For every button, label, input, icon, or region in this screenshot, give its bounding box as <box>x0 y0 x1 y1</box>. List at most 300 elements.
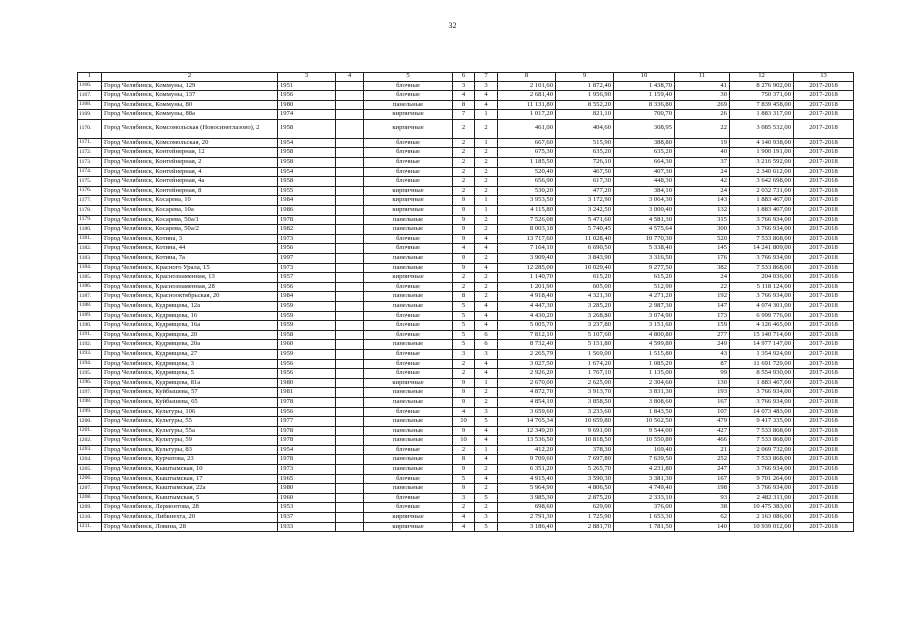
cell-floors: 2 <box>453 282 475 292</box>
cell-wall-material: панельные <box>364 215 453 225</box>
cell-residents: 249 <box>675 340 730 350</box>
cell-entrances: 4 <box>475 474 498 484</box>
table-row <box>78 167 854 177</box>
cell-living-area: 1 767,10 <box>556 369 614 379</box>
cell-wall-material: панельные <box>364 426 453 436</box>
cell-cost: 7 533 868,00 <box>730 436 794 446</box>
cell-entrances: 1 <box>475 138 498 148</box>
cell-residential-area: 1 781,50 <box>614 522 675 532</box>
cell-cost: 10 475 383,00 <box>730 503 794 513</box>
cell-period: 2017-2018 <box>794 426 854 436</box>
cell-residential-area: 2 333,10 <box>614 493 675 503</box>
cell-row-number: 1207. <box>78 484 102 494</box>
cell-entrances: 3 <box>475 81 498 91</box>
header-cell: 10 <box>614 73 675 82</box>
cell-living-area: 8 552,20 <box>556 100 614 110</box>
cell-total-area: 3 186,40 <box>498 522 556 532</box>
cell-year-built: 1959 <box>278 349 336 359</box>
cell-living-area: 3 843,90 <box>556 254 614 264</box>
cell-living-area: 6 690,50 <box>556 244 614 254</box>
cell-row-number: 1173. <box>78 158 102 168</box>
cell-floors: 2 <box>453 119 475 138</box>
cell-col-4 <box>336 340 364 350</box>
cell-address: Город Челябинск, Культуры, 59 <box>102 436 278 446</box>
cell-row-number: 1210. <box>78 513 102 523</box>
cell-residents: 99 <box>675 369 730 379</box>
cell-entrances: 4 <box>475 234 498 244</box>
table-row <box>78 81 854 91</box>
cell-residents: 26 <box>675 110 730 120</box>
cell-wall-material: блочные <box>364 445 453 455</box>
cell-wall-material: кирпичные <box>364 522 453 532</box>
cell-total-area: 2 791,30 <box>498 513 556 523</box>
cell-total-area: 11 131,80 <box>498 100 556 110</box>
table-row <box>78 484 854 494</box>
cell-cost: 1 900 191,00 <box>730 148 794 158</box>
cell-row-number: 1203. <box>78 445 102 455</box>
cell-living-area: 3 233,60 <box>556 407 614 417</box>
cell-col-4 <box>336 436 364 446</box>
cell-entrances: 4 <box>475 369 498 379</box>
cell-living-area: 605,00 <box>556 282 614 292</box>
cell-residential-area: 512,90 <box>614 282 675 292</box>
cell-wall-material: кирпичные <box>364 119 453 138</box>
cell-cost: 3 766 934,00 <box>730 397 794 407</box>
cell-col-4 <box>336 407 364 417</box>
cell-living-area: 2 875,20 <box>556 493 614 503</box>
cell-cost: 3 642 698,00 <box>730 177 794 187</box>
cell-year-built: 1954 <box>278 138 336 148</box>
header-cell: 7 <box>475 73 498 82</box>
table-row <box>78 436 854 446</box>
table-row <box>78 369 854 379</box>
cell-floors: 2 <box>453 167 475 177</box>
cell-row-number: 1194. <box>78 359 102 369</box>
cell-address: Город Челябинск, Культуры, 83 <box>102 445 278 455</box>
cell-floors: 8 <box>453 455 475 465</box>
cell-col-4 <box>336 301 364 311</box>
table-row <box>78 91 854 101</box>
cell-col-4 <box>336 148 364 158</box>
cell-floors: 9 <box>453 225 475 235</box>
cell-floors: 9 <box>453 388 475 398</box>
cell-col-4 <box>336 225 364 235</box>
cell-residential-area: 4 800,80 <box>614 330 675 340</box>
cell-cost: 2 482 311,00 <box>730 493 794 503</box>
cell-residential-area: 4 581,30 <box>614 215 675 225</box>
cell-col-4 <box>336 378 364 388</box>
header-cell: 2 <box>102 73 278 82</box>
cell-total-area: 8 732,40 <box>498 340 556 350</box>
cell-address: Город Челябинск, Косарева, 50а/2 <box>102 225 278 235</box>
table-row <box>78 503 854 513</box>
table-row <box>78 397 854 407</box>
cell-entrances: 2 <box>475 273 498 283</box>
cell-total-area: 4 918,40 <box>498 292 556 302</box>
cell-period: 2017-2018 <box>794 465 854 475</box>
cell-address: Город Челябинск, Коммуны, 88а <box>102 110 278 120</box>
cell-address: Город Челябинск, Котина, 3 <box>102 234 278 244</box>
cell-address: Город Челябинск, Котина, 7а <box>102 254 278 264</box>
cell-row-number: 1169. <box>78 110 102 120</box>
cell-row-number: 1172. <box>78 148 102 158</box>
cell-living-area: 7 697,80 <box>556 455 614 465</box>
cell-period: 2017-2018 <box>794 234 854 244</box>
table-row <box>78 138 854 148</box>
cell-total-area: 7 164,10 <box>498 244 556 254</box>
cell-total-area: 5 964,90 <box>498 484 556 494</box>
cell-total-area: 4 915,40 <box>498 474 556 484</box>
cell-living-area: 5 740,45 <box>556 225 614 235</box>
cell-residential-area: 3 064,30 <box>614 196 675 206</box>
cell-total-area: 1 201,90 <box>498 282 556 292</box>
cell-period: 2017-2018 <box>794 513 854 523</box>
cell-floors: 2 <box>453 273 475 283</box>
cell-cost: 7 533 868,00 <box>730 426 794 436</box>
cell-cost: 9 701 264,00 <box>730 474 794 484</box>
table-row <box>78 196 854 206</box>
cell-residents: 173 <box>675 311 730 321</box>
cell-row-number: 1206. <box>78 474 102 484</box>
cell-residential-area: 1 085,20 <box>614 359 675 369</box>
cell-year-built: 1997 <box>278 254 336 264</box>
cell-period: 2017-2018 <box>794 273 854 283</box>
cell-floors: 8 <box>453 100 475 110</box>
cell-entrances: 6 <box>475 340 498 350</box>
cell-residents: 277 <box>675 330 730 340</box>
cell-year-built: 1959 <box>278 311 336 321</box>
cell-residential-area: 635,20 <box>614 148 675 158</box>
cell-entrances: 3 <box>475 513 498 523</box>
cell-residents: 140 <box>675 522 730 532</box>
cell-residents: 252 <box>675 455 730 465</box>
cell-entrances: 2 <box>475 119 498 138</box>
cell-total-area: 8 003,18 <box>498 225 556 235</box>
cell-entrances: 3 <box>475 407 498 417</box>
cell-wall-material: панельные <box>364 301 453 311</box>
cell-floors: 4 <box>453 91 475 101</box>
table-row <box>78 206 854 216</box>
table-row <box>78 388 854 398</box>
table-header-row <box>78 73 854 82</box>
cell-floors: 9 <box>453 397 475 407</box>
cell-living-area: 10 659,80 <box>556 417 614 427</box>
cell-row-number: 1202. <box>78 436 102 446</box>
header-cell: 6 <box>453 73 475 82</box>
cell-address: Город Челябинск, Косарева, 10 <box>102 196 278 206</box>
cell-cost: 1 883 317,00 <box>730 110 794 120</box>
cell-col-4 <box>336 445 364 455</box>
cell-period: 2017-2018 <box>794 484 854 494</box>
cell-total-area: 3 985,30 <box>498 493 556 503</box>
cell-year-built: 1954 <box>278 445 336 455</box>
cell-period: 2017-2018 <box>794 503 854 513</box>
cell-floors: 2 <box>453 445 475 455</box>
cell-floors: 3 <box>453 81 475 91</box>
cell-address: Город Челябинск, Кудрявцева, 27 <box>102 349 278 359</box>
cell-row-number: 1201. <box>78 426 102 436</box>
cell-residential-area: 3 151,60 <box>614 321 675 331</box>
cell-col-4 <box>336 177 364 187</box>
cell-address: Город Челябинск, Лермонтова, 28 <box>102 503 278 513</box>
cell-cost: 15 140 714,00 <box>730 330 794 340</box>
cell-living-area: 4 806,50 <box>556 484 614 494</box>
cell-living-area: 726,10 <box>556 158 614 168</box>
cell-floors: 2 <box>453 177 475 187</box>
cell-residential-area: 9 544,00 <box>614 426 675 436</box>
cell-year-built: 1965 <box>278 474 336 484</box>
cell-cost: 204 036,00 <box>730 273 794 283</box>
cell-total-area: 3 953,50 <box>498 196 556 206</box>
cell-year-built: 1959 <box>278 321 336 331</box>
cell-col-4 <box>336 369 364 379</box>
cell-floors: 2 <box>453 186 475 196</box>
table-row <box>78 474 854 484</box>
cell-residential-area: 8 336,80 <box>614 100 675 110</box>
cell-wall-material: панельные <box>364 225 453 235</box>
table-row <box>78 455 854 465</box>
table-row <box>78 110 854 120</box>
cell-cost: 8 276 902,00 <box>730 81 794 91</box>
cell-entrances: 5 <box>475 522 498 532</box>
cell-wall-material: блочные <box>364 407 453 417</box>
cell-residents: 147 <box>675 301 730 311</box>
cell-total-area: 2 670,00 <box>498 378 556 388</box>
cell-total-area: 13 717,60 <box>498 234 556 244</box>
cell-residents: 479 <box>675 417 730 427</box>
cell-address: Город Челябинск, Культуры, 55а <box>102 426 278 436</box>
cell-residential-area: 10 550,80 <box>614 436 675 446</box>
cell-total-area: 3 909,40 <box>498 254 556 264</box>
cell-residential-area: 3 316,50 <box>614 254 675 264</box>
cell-row-number: 1174. <box>78 167 102 177</box>
cell-row-number: 1208. <box>78 493 102 503</box>
cell-living-area: 3 172,90 <box>556 196 614 206</box>
cell-total-area: 530,20 <box>498 186 556 196</box>
cell-year-built: 1978 <box>278 436 336 446</box>
header-cell: 4 <box>336 73 364 82</box>
cell-residential-area: 3 808,60 <box>614 397 675 407</box>
cell-address: Город Челябинск, Краснооктябрьская, 20 <box>102 292 278 302</box>
header-cell: 13 <box>794 73 854 82</box>
cell-col-4 <box>336 263 364 273</box>
cell-residential-area: 3 831,30 <box>614 388 675 398</box>
cell-col-4 <box>336 513 364 523</box>
table-row <box>78 349 854 359</box>
header-cell: 1 <box>78 73 102 82</box>
cell-cost: 7 533 868,00 <box>730 234 794 244</box>
cell-year-built: 1978 <box>278 426 336 436</box>
cell-address: Город Челябинск, Культуры, 55 <box>102 417 278 427</box>
cell-living-area: 629,00 <box>556 503 614 513</box>
cell-row-number: 1182. <box>78 244 102 254</box>
cell-col-4 <box>336 254 364 264</box>
header-cell: 8 <box>498 73 556 82</box>
cell-row-number: 1195. <box>78 369 102 379</box>
cell-residential-area: 1 135,00 <box>614 369 675 379</box>
cell-cost: 14 073 483,00 <box>730 407 794 417</box>
cell-wall-material: панельные <box>364 397 453 407</box>
cell-row-number: 1205. <box>78 465 102 475</box>
cell-floors: 7 <box>453 110 475 120</box>
cell-floors: 9 <box>453 484 475 494</box>
table-row <box>78 311 854 321</box>
cell-col-4 <box>336 186 364 196</box>
cell-year-built: 1953 <box>278 503 336 513</box>
table-row <box>78 148 854 158</box>
cell-year-built: 1977 <box>278 417 336 427</box>
table-row <box>78 215 854 225</box>
header-cell: 12 <box>730 73 794 82</box>
cell-living-area: 3 913,70 <box>556 388 614 398</box>
cell-living-area: 10 818,50 <box>556 436 614 446</box>
cell-year-built: 1956 <box>278 282 336 292</box>
cell-living-area: 3 285,20 <box>556 301 614 311</box>
cell-row-number: 1188. <box>78 301 102 311</box>
cell-entrances: 2 <box>475 292 498 302</box>
cell-floors: 2 <box>453 148 475 158</box>
cell-period: 2017-2018 <box>794 282 854 292</box>
cell-living-area: 2 625,00 <box>556 378 614 388</box>
cell-floors: 5 <box>453 301 475 311</box>
cell-col-4 <box>336 397 364 407</box>
cell-address: Город Челябинск, Контейнерная, 12 <box>102 148 278 158</box>
table-row <box>78 513 854 523</box>
cell-total-area: 698,60 <box>498 503 556 513</box>
cell-wall-material: панельные <box>364 254 453 264</box>
cell-col-4 <box>336 234 364 244</box>
cell-floors: 5 <box>453 330 475 340</box>
cell-residential-area: 388,80 <box>614 138 675 148</box>
cell-col-4 <box>336 167 364 177</box>
cell-entrances: 2 <box>475 282 498 292</box>
cell-floors: 2 <box>453 369 475 379</box>
cell-row-number: 1209. <box>78 503 102 513</box>
cell-wall-material: блочные <box>364 330 453 340</box>
cell-cost: 9 417 335,00 <box>730 417 794 427</box>
cell-year-built: 1980 <box>278 378 336 388</box>
cell-wall-material: кирпичные <box>364 273 453 283</box>
cell-floors: 4 <box>453 407 475 417</box>
cell-year-built: 1954 <box>278 167 336 177</box>
cell-total-area: 2 101,60 <box>498 81 556 91</box>
cell-cost: 4 140 938,00 <box>730 138 794 148</box>
cell-row-number: 1176. <box>78 186 102 196</box>
cell-row-number: 1204. <box>78 455 102 465</box>
cell-entrances: 2 <box>475 215 498 225</box>
cell-living-area: 4 321,30 <box>556 292 614 302</box>
cell-wall-material: блочные <box>364 91 453 101</box>
cell-wall-material: панельные <box>364 340 453 350</box>
table-row <box>78 340 854 350</box>
cell-row-number: 1200. <box>78 417 102 427</box>
cell-wall-material: блочные <box>364 158 453 168</box>
cell-cost: 1 883 467,00 <box>730 206 794 216</box>
cell-residents: 62 <box>675 513 730 523</box>
cell-year-built: 1933 <box>278 522 336 532</box>
cell-period: 2017-2018 <box>794 225 854 235</box>
cell-cost: 11 691 729,00 <box>730 359 794 369</box>
cell-residents: 520 <box>675 234 730 244</box>
cell-year-built: 1974 <box>278 110 336 120</box>
cell-entrances: 4 <box>475 263 498 273</box>
cell-period: 2017-2018 <box>794 206 854 216</box>
cell-year-built: 1956 <box>278 91 336 101</box>
cell-residential-area: 2 987,30 <box>614 301 675 311</box>
cell-row-number: 1167. <box>78 91 102 101</box>
cell-living-area: 2 881,70 <box>556 522 614 532</box>
cell-total-area: 6 351,20 <box>498 465 556 475</box>
cell-row-number: 1197. <box>78 388 102 398</box>
cell-wall-material: блочные <box>364 311 453 321</box>
cell-floors: 10 <box>453 436 475 446</box>
cell-col-4 <box>336 417 364 427</box>
cell-year-built: 1958 <box>278 158 336 168</box>
cell-row-number: 1198. <box>78 397 102 407</box>
table-row <box>78 282 854 292</box>
cell-residential-area: 1 438,70 <box>614 81 675 91</box>
cell-row-number: 1185. <box>78 273 102 283</box>
cell-wall-material: панельные <box>364 388 453 398</box>
cell-year-built: 1957 <box>278 273 336 283</box>
cell-total-area: 4 430,20 <box>498 311 556 321</box>
cell-period: 2017-2018 <box>794 474 854 484</box>
cell-address: Город Челябинск, Коммуны, 129 <box>102 81 278 91</box>
cell-row-number: 1184. <box>78 263 102 273</box>
cell-wall-material: панельные <box>364 263 453 273</box>
cell-row-number: 1168. <box>78 100 102 110</box>
cell-wall-material: блочные <box>364 81 453 91</box>
cell-col-4 <box>336 349 364 359</box>
cell-cost: 3 766 934,00 <box>730 465 794 475</box>
cell-cost: 3 766 934,00 <box>730 484 794 494</box>
cell-floors: 9 <box>453 378 475 388</box>
cell-floors: 2 <box>453 503 475 513</box>
cell-cost: 1 883 467,00 <box>730 378 794 388</box>
cell-living-area: 615,20 <box>556 273 614 283</box>
cell-cost: 2 069 732,00 <box>730 445 794 455</box>
cell-total-area: 5 005,70 <box>498 321 556 331</box>
cell-period: 2017-2018 <box>794 138 854 148</box>
cell-total-area: 4 872,70 <box>498 388 556 398</box>
table-row <box>78 330 854 340</box>
cell-residents: 382 <box>675 263 730 273</box>
cell-total-area: 7 526,08 <box>498 215 556 225</box>
cell-residents: 37 <box>675 158 730 168</box>
table-row <box>78 301 854 311</box>
cell-residential-area: 1 159,40 <box>614 91 675 101</box>
cell-residential-area: 700,70 <box>614 110 675 120</box>
cell-cost: 3 766 934,00 <box>730 254 794 264</box>
cell-period: 2017-2018 <box>794 110 854 120</box>
cell-year-built: 1978 <box>278 455 336 465</box>
cell-floors: 2 <box>453 138 475 148</box>
cell-total-area: 14 765,34 <box>498 417 556 427</box>
cell-residents: 21 <box>675 445 730 455</box>
cell-wall-material: кирпичные <box>364 206 453 216</box>
cell-wall-material: блочные <box>364 369 453 379</box>
cell-living-area: 821,10 <box>556 110 614 120</box>
cell-period: 2017-2018 <box>794 186 854 196</box>
cell-residents: 19 <box>675 138 730 148</box>
cell-residents: 269 <box>675 100 730 110</box>
cell-entrances: 1 <box>475 206 498 216</box>
cell-wall-material: блочные <box>364 177 453 187</box>
cell-entrances: 1 <box>475 378 498 388</box>
cell-total-area: 1 185,50 <box>498 158 556 168</box>
cell-residential-area: 407,30 <box>614 167 675 177</box>
cell-col-4 <box>336 158 364 168</box>
